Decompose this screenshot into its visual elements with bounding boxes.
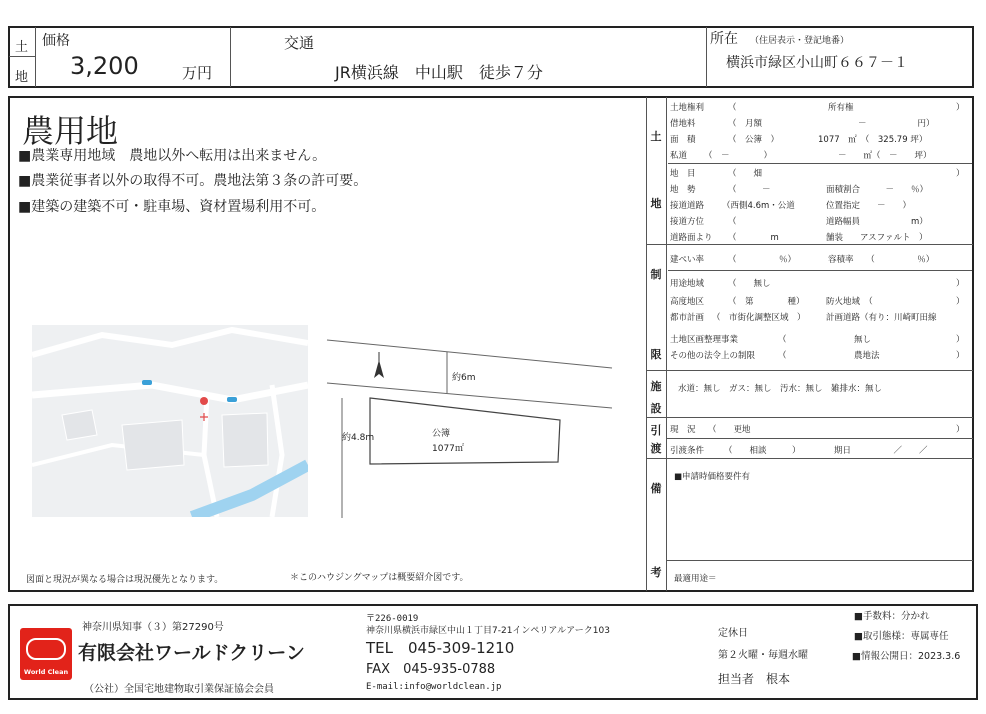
footnote-left: 図面と現況が異なる場合は現況優先となります。 — [26, 575, 224, 585]
holiday-label: 定休日 — [718, 628, 748, 639]
remarks-text: ■申請時価格要件有 — [674, 472, 751, 482]
side-label-7: 渡 — [650, 442, 662, 455]
delivery-row: 現 況 （ 更地 ） — [670, 425, 965, 435]
price-label: 価格 — [42, 33, 70, 49]
published-date: ■情報公開日：2023.3.6 — [852, 651, 961, 662]
side-label-9: 考 — [650, 566, 662, 579]
location-label: 所在 — [710, 31, 738, 47]
restrict-row: 都市計画 （ 市街化調整区域 ） 計画道路（有り：川崎町田線 — [670, 313, 937, 323]
deal-type: ■取引態様：専属専任 — [854, 631, 949, 642]
side-label-1: 地 — [650, 197, 662, 210]
land-row: 道路面より （ m 舗装 アスファルト ） — [670, 233, 928, 243]
land-row: 借地料 （ 月額 － 円） — [670, 119, 935, 129]
land-row: 私道 （ － ） － ㎡（ － 坪） — [670, 151, 932, 161]
delivery-row: 引渡条件 （ 相談 ） 期日 ／ ／ — [670, 446, 928, 456]
location-map — [32, 325, 308, 517]
location-value: 横浜市緑区小山町６６７－１ — [726, 55, 908, 71]
side-label-4: 施 — [650, 380, 662, 393]
transport-label: 交通 — [284, 34, 315, 52]
license-number: 神奈川県知事（３）第27290号 — [82, 622, 224, 633]
road-west-label: 約4.8m — [342, 433, 375, 443]
restriction-block — [668, 246, 972, 370]
location-note: （住居表示・登記地番） — [750, 36, 850, 46]
land-row: 接道方位 （ 道路幅員 m） — [670, 217, 928, 227]
side-label-3: 限 — [650, 348, 662, 361]
land-row: 土地権利 （ 所有権 ） — [670, 103, 965, 113]
price-value: 3,200 — [70, 52, 139, 80]
survey-area-label: 公簿 — [432, 429, 451, 439]
postal-code: 〒226-0019 — [366, 614, 419, 624]
side-label-6: 引 — [650, 424, 662, 437]
address: 神奈川県横浜市緑区中山１丁目7-21インペリアルアーク103 — [366, 626, 610, 636]
recent-use-text: 最適用途＝ — [674, 574, 717, 584]
footnote-right: ＊このハウジングマップは概要紹介図です。 — [290, 573, 469, 583]
land-info-block — [668, 98, 972, 244]
bullet-3: ■建築の建築不可・駐車場、資材置場利用不可。 — [18, 199, 326, 215]
fee: ■手数料：分かれ — [854, 611, 930, 622]
side-label-5: 設 — [650, 402, 662, 415]
restrict-row: その他の法令上の制限 （ 農地法 ） — [670, 351, 965, 361]
land-row: 地 勢 （ － 面積割合 － ％） — [670, 185, 929, 195]
land-char-top: 土 — [15, 40, 29, 55]
restrict-row: 高度地区 （ 第 種） 防火地域 （ ） — [670, 297, 965, 307]
tel: TEL 045-309-1210 — [366, 639, 515, 657]
side-label-0: 土 — [650, 130, 662, 143]
restrict-row: 建ぺい率 （ ％） 容積率 （ ％） — [670, 255, 935, 265]
land-char-bottom: 地 — [15, 70, 29, 85]
email-link[interactable]: E-mail:info@worldclean.jp — [366, 682, 502, 692]
facility-text: 水道：無し ガス：無し 汚水：無し 雑排水：無し — [678, 384, 883, 394]
holiday-value: 第２火曜・毎週水曜 — [718, 650, 808, 661]
side-label-2: 制 — [650, 268, 662, 281]
land-row: 接道道路 （西側4.6m・公道 位置指定 － ） — [670, 201, 912, 211]
company-name: 有限会社ワールドクリーン — [78, 642, 305, 664]
bullet-2: ■農業従事者以外の取得不可。農地法第３条の許可要。 — [18, 173, 368, 189]
association: （公社）全国宅地建物取引業保証協会会員 — [84, 684, 274, 695]
transport-value: JR横浜線 中山駅 徒歩７分 — [335, 63, 543, 82]
land-row: 面 積 （ 公簿 ） 1077 ㎡ （ 325.79 坪） — [670, 135, 928, 145]
page-title: 農用地 — [22, 112, 119, 150]
price-unit: 万円 — [182, 64, 213, 82]
logo-text: World Clean — [23, 668, 69, 676]
restrict-row: 用途地域 （ 無し ） — [670, 279, 965, 289]
road-north-label: 約6m — [452, 373, 476, 383]
land-row: 地 目 （ 畑 ） — [670, 169, 965, 179]
bullet-1: ■農業専用地域 農地以外へ転用は出来ません。 — [18, 148, 327, 164]
fax: FAX 045-935-0788 — [366, 662, 496, 677]
survey-drawing — [322, 338, 622, 518]
company-logo — [20, 628, 72, 680]
restrict-row: 土地区画整理事業 （ 無し ） — [670, 335, 965, 345]
side-label-8: 備 — [650, 482, 662, 495]
staff: 担当者 根本 — [718, 672, 791, 686]
survey-area-value: 1077㎡ — [432, 444, 464, 454]
